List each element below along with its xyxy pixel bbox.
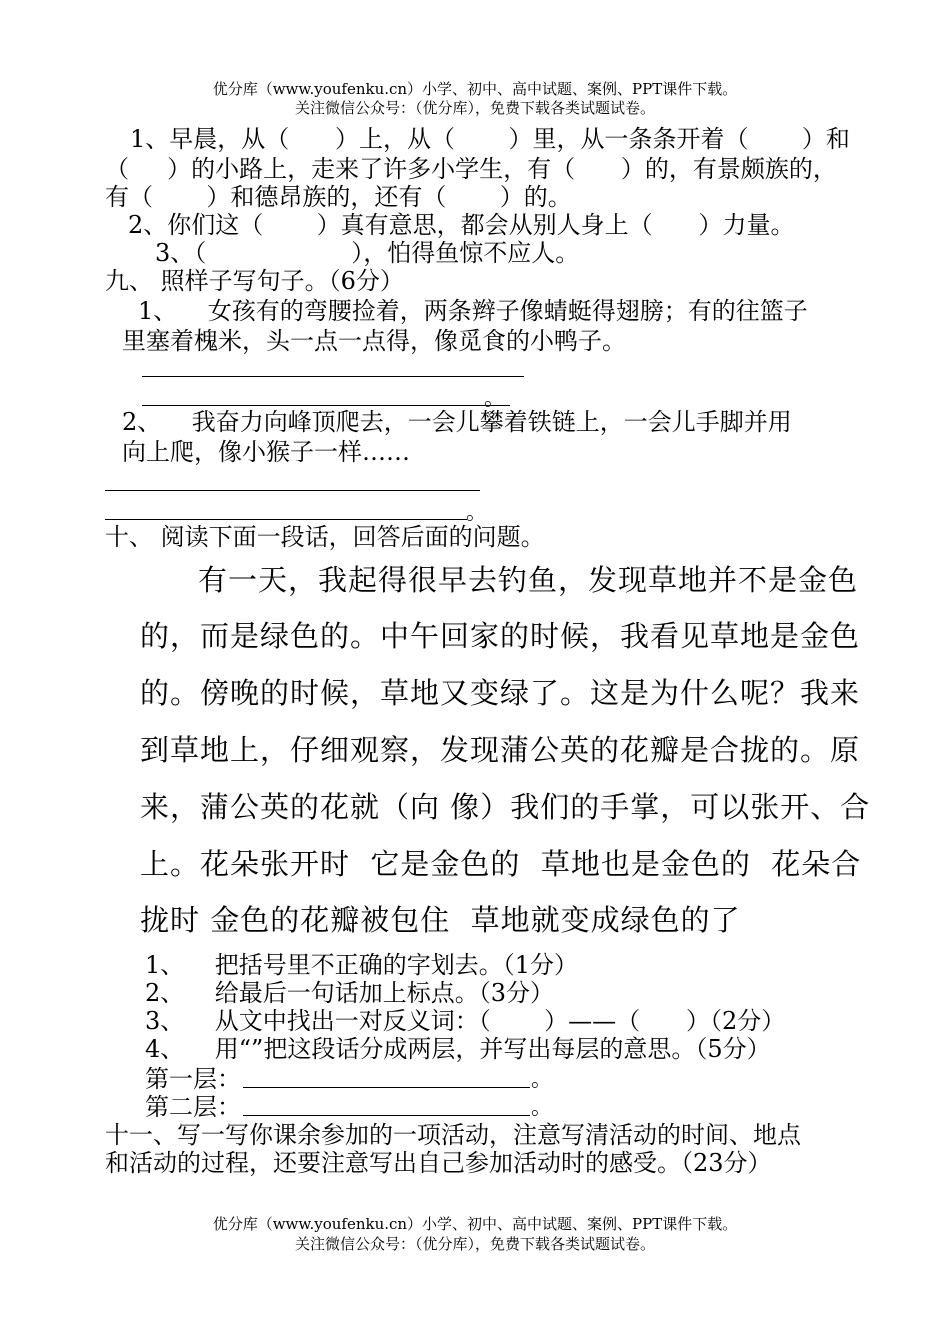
section-10-title: 十、 阅读下面一段话，回答后面的问题。 [105,523,545,551]
passage-line-5: 来，蒲公英的花就（向 像）我们的手掌，可以张开、合 [140,790,871,824]
passage-line-6: 上。花朵张开时 它是金色的 草地也是金色的 花朵合 [140,847,862,881]
passage-line-4: 到草地上，仔细观察，发现蒲公英的花瓣是合拢的。原 [140,733,861,767]
layer-2-label: 第二层： [145,1093,241,1121]
answer-line[interactable] [142,376,524,377]
layer-2-answer-line[interactable] [243,1115,530,1116]
q10-4: 4、 用“”把这段话分成两层，并写出每层的意思。（5分） [145,1035,771,1063]
passage-line-1: 有一天，我起得很早去钓鱼，发现草地并不是金色 [198,563,859,597]
section-11-line-1: 十一、写一写你课余参加的一项活动，注意写清活动的时间、地点 [105,1121,801,1149]
header-line-2: 关注微信公众号：（优分库），免费下载各类试题试卷。 [294,99,655,117]
q9-example-1-line-1: 1、 女孩有的弯腰捡着，两条辫子像蜻蜓得翅膀；有的往篮子 [138,297,808,325]
q9-example-1-line-2: 里塞着槐米，头一点一点得，像觅食的小鸭子。 [122,327,626,355]
q9-example-2-line-1: 2、 我奋力向峰顶爬去，一会儿攀着铁链上，一会儿手脚并用 [122,408,792,436]
q8-1-line-3: 有（ ）和德昂族的，还有（ ）的。 [105,183,572,211]
footer-line-1: 优分库（www.youfenku.cn）小学、初中、高中试题、案例、PPT课件下载。 [212,1215,738,1233]
q9-example-2-line-2: 向上爬，像小猴子一样…… [122,438,410,466]
passage-line-2: 的，而是绿色的。中午回家的时候，我看见草地是金色 [140,619,861,653]
q10-3: 3、 从文中找出一对反义词：（ ）——（ ）（2分） [145,1007,786,1035]
q8-3: 3、（ ），怕得鱼惊不应人。 [155,239,580,267]
footer-line-2: 关注微信公众号：（优分库），免费下载各类试题试卷。 [294,1235,655,1253]
passage-line-3: 的。傍晚的时候，草地又变绿了。这是为什么呢？我来 [140,676,861,710]
q10-2: 2、 给最后一句话加上标点。（3分） [145,979,555,1007]
period: 。 [531,1067,552,1091]
period: 。 [531,1095,552,1119]
section-9-title: 九、 照样子写句子。（6分） [105,267,404,295]
answer-line[interactable] [105,519,467,520]
passage-line-7: 拢时 金色的花瓣被包住 草地就变成绿色的了 [140,903,741,937]
q8-1-line-1: 1、早晨，从（ ）上，从（ ）里，从一条条开着（ ）和 [130,125,850,153]
section-11-line-2: 和活动的过程，还要注意写出自己参加活动时的感受。（23分） [105,1149,772,1177]
q8-2: 2、你们这（ ）真有意思，都会从别人身上（ ）力量。 [128,211,795,239]
period: 。 [466,500,487,524]
q10-1: 1、 把括号里不正确的字划去。（1分） [145,951,579,979]
period: 。 [484,386,505,410]
q8-1-line-2: （ ）的小路上，走来了许多小学生，有（ ）的，有景颇族的， [105,155,837,183]
layer-1-label: 第一层： [145,1065,241,1093]
header-line-1: 优分库（www.youfenku.cn）小学、初中、高中试题、案例、PPT课件下载。 [212,80,738,98]
layer-1-answer-line[interactable] [243,1087,530,1088]
answer-line[interactable] [105,490,480,491]
answer-line[interactable] [142,405,510,406]
